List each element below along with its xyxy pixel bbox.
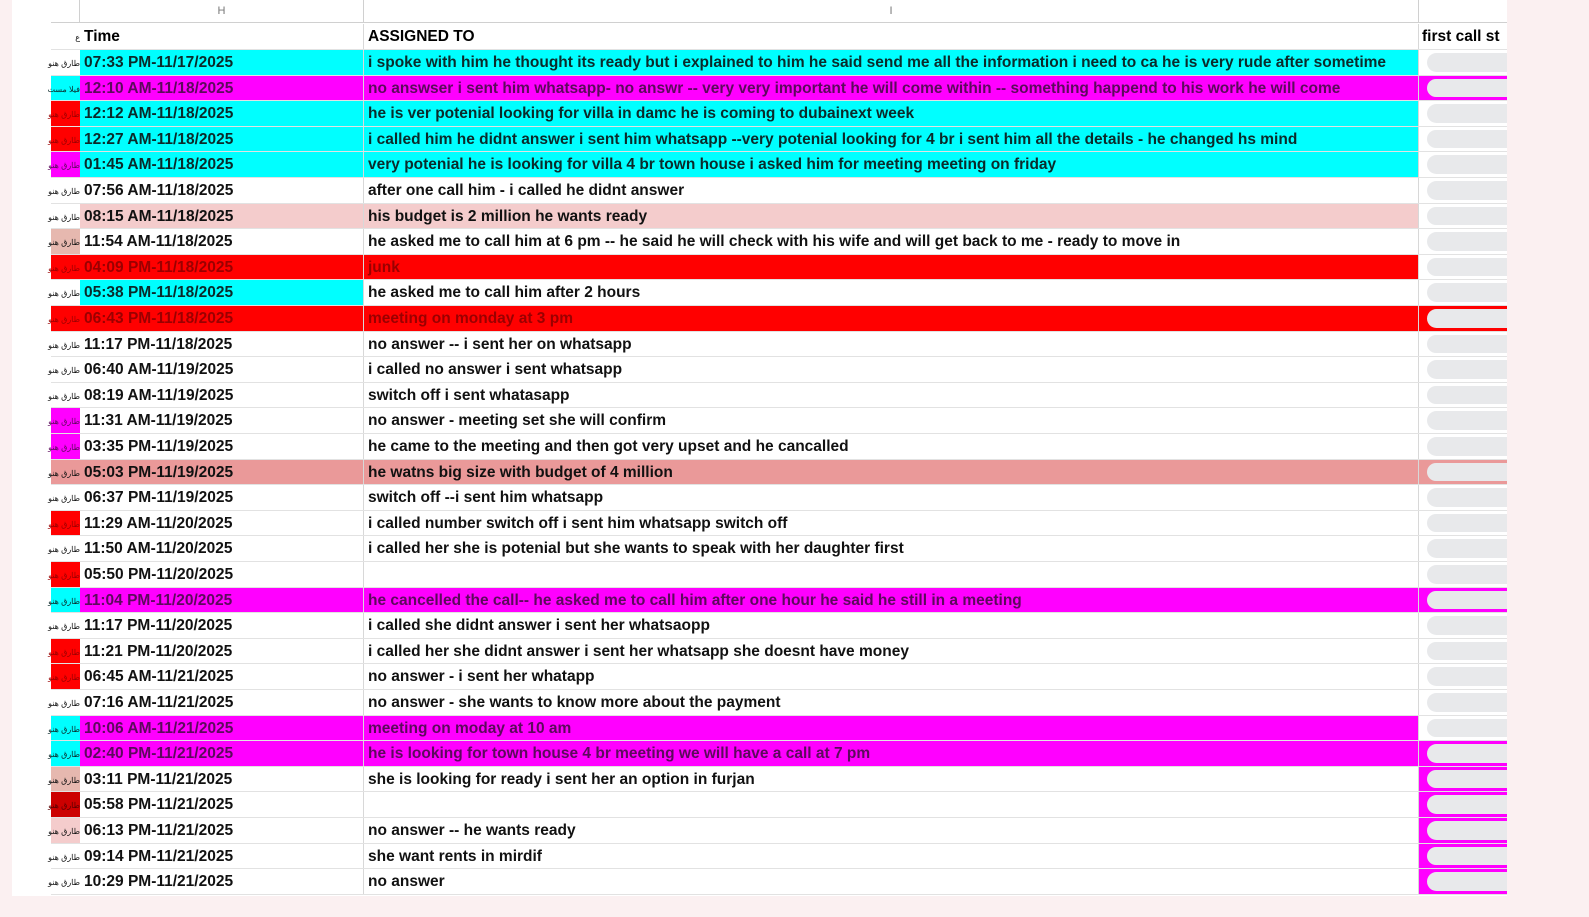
status-dropdown-chip[interactable]	[1427, 514, 1507, 533]
table-row	[48, 562, 1507, 588]
name-cell[interactable]: طارق هنو	[51, 408, 80, 433]
time-cell[interactable]: 07:33 PM-11/17/2025	[80, 50, 364, 75]
assigned-to-cell[interactable]: he is looking for town house 4 br meeting we will have a call at 7 pm	[364, 741, 1419, 766]
assigned-to-cell[interactable]: i called she didnt answer i sent her whatsaopp	[364, 613, 1419, 638]
name-cell[interactable]: طارق هنو	[51, 792, 80, 817]
status-dropdown-chip[interactable]	[1427, 437, 1507, 456]
assigned-to-cell[interactable]: i called him he didnt answer i sent him whatsapp --very potenial looking for 4 br i sent him all the details - he changed hs mind	[364, 127, 1419, 152]
name-cell[interactable]: طارق هنو	[51, 716, 80, 741]
header-cell-time[interactable]: Time	[80, 24, 364, 49]
name-cell[interactable]: طارق هنو	[51, 639, 80, 664]
table-row	[48, 101, 1507, 127]
time-cell[interactable]: 10:06 AM-11/21/2025	[80, 716, 364, 741]
status-dropdown-chip[interactable]	[1427, 539, 1507, 558]
table-row	[48, 741, 1507, 767]
first-call-status-cell[interactable]	[1419, 76, 1507, 101]
assigned-to-cell[interactable]: no answser i sent him whatsapp- no answr -- very very important he will come within -- something happend to his work he will come	[364, 76, 1419, 101]
table-row	[48, 204, 1507, 230]
first-call-status-cell[interactable]	[1419, 434, 1507, 459]
assigned-to-cell[interactable]: junk	[364, 255, 1419, 280]
assigned-to-cell[interactable]: i called her she is potenial but she wants to speak with her daughter first	[364, 536, 1419, 561]
first-call-status-cell[interactable]	[1419, 178, 1507, 203]
table-row	[48, 511, 1507, 537]
status-dropdown-chip[interactable]	[1427, 744, 1507, 763]
header-cell-prev[interactable]: ع	[75, 33, 80, 42]
name-cell[interactable]: طارق هنو	[51, 588, 80, 613]
table-row	[48, 178, 1507, 204]
status-dropdown-chip[interactable]	[1427, 79, 1507, 98]
name-cell[interactable]: طارق هنو	[51, 664, 80, 689]
first-call-status-cell[interactable]	[1419, 690, 1507, 715]
time-cell[interactable]: 06:43 PM-11/18/2025	[80, 306, 364, 331]
header-cell-assigned-to[interactable]: ASSIGNED TO	[364, 24, 1419, 49]
name-cell[interactable]: طارق هنو	[51, 306, 80, 331]
status-dropdown-chip[interactable]	[1427, 616, 1507, 635]
first-call-status-cell[interactable]	[1419, 844, 1507, 869]
name-cell[interactable]: فيلا مست	[51, 76, 80, 101]
name-cell[interactable]: طارق هنو	[51, 869, 80, 894]
name-cell[interactable]: طارق هنو	[51, 101, 80, 126]
time-cell[interactable]: 11:17 PM-11/18/2025	[80, 332, 364, 357]
time-cell[interactable]: 06:45 AM-11/21/2025	[80, 664, 364, 689]
table-row	[48, 434, 1507, 460]
name-cell[interactable]: طارق هنو	[51, 690, 80, 715]
status-dropdown-chip[interactable]	[1427, 360, 1507, 379]
table-row	[48, 50, 1507, 76]
name-cell[interactable]: طارق هنو	[51, 204, 80, 229]
first-call-status-cell[interactable]	[1419, 306, 1507, 331]
assigned-to-cell[interactable]: after one call him - i called he didnt answer	[364, 178, 1419, 203]
first-call-status-cell[interactable]	[1419, 383, 1507, 408]
time-cell[interactable]: 06:37 PM-11/19/2025	[80, 485, 364, 510]
assigned-to-cell[interactable]	[364, 792, 1419, 817]
column-header-h[interactable]: H	[80, 0, 364, 23]
first-call-status-cell[interactable]	[1419, 50, 1507, 75]
name-cell[interactable]: طارق هنو	[51, 229, 80, 254]
name-cell[interactable]: طارق هنو	[51, 255, 80, 280]
time-cell[interactable]: 08:19 AM-11/19/2025	[80, 383, 364, 408]
first-call-status-cell[interactable]	[1419, 280, 1507, 305]
assigned-to-cell[interactable]: no answer -- he wants ready	[364, 818, 1419, 843]
first-call-status-cell[interactable]	[1419, 229, 1507, 254]
name-cell[interactable]: طارق هنو	[51, 178, 80, 203]
name-cell[interactable]: طارق هنو	[51, 562, 80, 587]
table-row	[48, 280, 1507, 306]
time-cell[interactable]: 12:27 AM-11/18/2025	[80, 127, 364, 152]
assigned-to-cell[interactable]: he asked me to call him at 6 pm -- he said he will check with his wife and will get back to me - ready to move in	[364, 229, 1419, 254]
first-call-status-cell[interactable]	[1419, 357, 1507, 382]
time-cell[interactable]: 03:35 PM-11/19/2025	[80, 434, 364, 459]
time-cell[interactable]: 11:50 AM-11/20/2025	[80, 536, 364, 561]
table-row	[48, 588, 1507, 614]
assigned-to-cell[interactable]: he watns big size with budget of 4 million	[364, 460, 1419, 485]
name-cell[interactable]: طارق هنو	[51, 511, 80, 536]
table-row	[48, 767, 1507, 793]
name-cell[interactable]: طارق هنو	[51, 485, 80, 510]
table-row	[48, 485, 1507, 511]
time-cell[interactable]: 05:58 PM-11/21/2025	[80, 792, 364, 817]
header-row	[51, 24, 1507, 50]
table-row	[48, 460, 1507, 486]
first-call-status-cell[interactable]	[1419, 818, 1507, 843]
name-cell[interactable]: طارق هنو	[51, 280, 80, 305]
status-dropdown-chip[interactable]	[1427, 795, 1507, 814]
assigned-to-cell[interactable]: i called her she didnt answer i sent her whatsapp she doesnt have money	[364, 639, 1419, 664]
status-dropdown-chip[interactable]	[1427, 488, 1507, 507]
name-cell[interactable]: طارق هنو	[51, 50, 80, 75]
status-dropdown-chip[interactable]	[1427, 693, 1507, 712]
assigned-to-cell[interactable]: i spoke with him he thought its ready but i explained to him he said send me all the information i need to ca he is very rude after sometime	[364, 50, 1419, 75]
name-cell[interactable]: طارق هنو	[51, 152, 80, 177]
time-cell[interactable]: 11:29 AM-11/20/2025	[80, 511, 364, 536]
table-row	[48, 408, 1507, 434]
name-cell[interactable]: طارق هنو	[51, 434, 80, 459]
time-cell[interactable]: 05:38 PM-11/18/2025	[80, 280, 364, 305]
assigned-to-cell[interactable]: switch off i sent whatasapp	[364, 383, 1419, 408]
header-cell-first-call-status[interactable]: first call st	[1422, 28, 1500, 45]
time-cell[interactable]: 11:21 PM-11/20/2025	[80, 639, 364, 664]
status-dropdown-chip[interactable]	[1427, 155, 1507, 174]
status-dropdown-chip[interactable]	[1427, 463, 1507, 482]
table-row	[48, 869, 1507, 895]
assigned-to-cell[interactable]: he came to the meeting and then got very upset and he cancalled	[364, 434, 1419, 459]
time-cell[interactable]: 07:56 AM-11/18/2025	[80, 178, 364, 203]
time-cell[interactable]: 05:03 PM-11/19/2025	[80, 460, 364, 485]
column-header-i[interactable]: I	[364, 0, 1419, 23]
assigned-to-cell[interactable]: no answer - meeting set she will confirm	[364, 408, 1419, 433]
first-call-status-cell[interactable]	[1419, 639, 1507, 664]
first-call-status-cell[interactable]	[1419, 101, 1507, 126]
first-call-status-cell[interactable]	[1419, 869, 1507, 894]
first-call-status-cell[interactable]	[1419, 562, 1507, 587]
assigned-to-cell[interactable]: no answer - she wants to know more about the payment	[364, 690, 1419, 715]
assigned-to-cell[interactable]: meeting on monday at 3 pm	[364, 306, 1419, 331]
assigned-to-cell[interactable]: he is ver potenial looking for villa in damc he is coming to dubainext week	[364, 101, 1419, 126]
time-cell[interactable]: 12:10 AM-11/18/2025	[80, 76, 364, 101]
assigned-to-cell[interactable]: i called number switch off i sent him whatsapp switch off	[364, 511, 1419, 536]
status-dropdown-chip[interactable]	[1427, 642, 1507, 661]
first-call-status-cell[interactable]	[1419, 332, 1507, 357]
status-dropdown-chip[interactable]	[1427, 53, 1507, 72]
status-dropdown-chip[interactable]	[1427, 207, 1507, 226]
first-call-status-cell[interactable]	[1419, 127, 1507, 152]
name-cell[interactable]: طارق هنو	[51, 536, 80, 561]
name-cell[interactable]: طارق هنو	[51, 460, 80, 485]
time-cell[interactable]: 11:17 PM-11/20/2025	[80, 613, 364, 638]
name-cell[interactable]: طارق هنو	[51, 332, 80, 357]
assigned-to-cell[interactable]: his budget is 2 million he wants ready	[364, 204, 1419, 229]
first-call-status-cell[interactable]	[1419, 460, 1507, 485]
table-row	[48, 818, 1507, 844]
assigned-to-cell[interactable]: she is looking for ready i sent her an option in furjan	[364, 767, 1419, 792]
assigned-to-cell[interactable]: he asked me to call him after 2 hours	[364, 280, 1419, 305]
name-cell[interactable]: طارق هنو	[51, 844, 80, 869]
status-dropdown-chip[interactable]	[1427, 386, 1507, 405]
status-dropdown-chip[interactable]	[1427, 719, 1507, 738]
name-cell[interactable]: طارق هنو	[51, 818, 80, 843]
time-cell[interactable]: 11:54 AM-11/18/2025	[80, 229, 364, 254]
time-cell[interactable]: 01:45 AM-11/18/2025	[80, 152, 364, 177]
first-call-status-cell[interactable]	[1419, 536, 1507, 561]
table-row	[48, 152, 1507, 178]
first-call-status-cell[interactable]	[1419, 767, 1507, 792]
first-call-status-cell[interactable]	[1419, 408, 1507, 433]
status-dropdown-chip[interactable]	[1427, 104, 1507, 123]
status-dropdown-chip[interactable]	[1427, 565, 1507, 584]
time-cell[interactable]: 05:50 PM-11/20/2025	[80, 562, 364, 587]
table-row	[48, 255, 1507, 281]
table-row	[48, 332, 1507, 358]
assigned-to-cell[interactable]: switch off --i sent him whatsapp	[364, 485, 1419, 510]
time-cell[interactable]: 08:15 AM-11/18/2025	[80, 204, 364, 229]
first-call-status-cell[interactable]	[1419, 511, 1507, 536]
status-dropdown-chip[interactable]	[1427, 667, 1507, 686]
time-cell[interactable]: 12:12 AM-11/18/2025	[80, 101, 364, 126]
name-cell[interactable]: طارق هنو	[51, 767, 80, 792]
time-cell[interactable]: 04:09 PM-11/18/2025	[80, 255, 364, 280]
assigned-to-cell[interactable]	[364, 562, 1419, 587]
column-header-j[interactable]	[1419, 0, 1507, 23]
table-row	[48, 613, 1507, 639]
status-dropdown-chip[interactable]	[1427, 309, 1507, 328]
column-header-prev[interactable]	[51, 0, 80, 23]
time-cell[interactable]: 06:13 PM-11/21/2025	[80, 818, 364, 843]
time-cell[interactable]: 09:14 PM-11/21/2025	[80, 844, 364, 869]
status-dropdown-chip[interactable]	[1427, 411, 1507, 430]
status-dropdown-chip[interactable]	[1427, 232, 1507, 251]
time-cell[interactable]: 03:11 PM-11/21/2025	[80, 767, 364, 792]
first-call-status-cell[interactable]	[1419, 613, 1507, 638]
table-row	[48, 229, 1507, 255]
first-call-status-cell[interactable]	[1419, 741, 1507, 766]
name-cell[interactable]: طارق هنو	[51, 357, 80, 382]
status-dropdown-chip[interactable]	[1427, 821, 1507, 840]
assigned-to-cell[interactable]: meeting on moday at 10 am	[364, 716, 1419, 741]
assigned-to-cell[interactable]: no answer -- i sent her on whatsapp	[364, 332, 1419, 357]
name-cell[interactable]: طارق هنو	[51, 741, 80, 766]
first-call-status-cell[interactable]	[1419, 588, 1507, 613]
assigned-to-cell[interactable]: very potenial he is looking for villa 4 br town house i asked him for meeting meeting on friday	[364, 152, 1419, 177]
table-row	[48, 690, 1507, 716]
table-row	[48, 383, 1507, 409]
table-row	[48, 536, 1507, 562]
status-dropdown-chip[interactable]	[1427, 181, 1507, 200]
first-call-status-cell[interactable]	[1419, 204, 1507, 229]
first-call-status-cell[interactable]	[1419, 152, 1507, 177]
name-cell[interactable]: طارق هنو	[51, 613, 80, 638]
assigned-to-cell[interactable]: i called no answer i sent whatsapp	[364, 357, 1419, 382]
time-cell[interactable]: 11:04 PM-11/20/2025	[80, 588, 364, 613]
status-dropdown-chip[interactable]	[1427, 872, 1507, 891]
first-call-status-cell[interactable]	[1419, 255, 1507, 280]
first-call-status-cell[interactable]	[1419, 716, 1507, 741]
first-call-status-cell[interactable]	[1419, 664, 1507, 689]
spreadsheet-grid	[12, 0, 1507, 896]
status-dropdown-chip[interactable]	[1427, 591, 1507, 610]
table-row	[48, 127, 1507, 153]
table-row	[47, 76, 1507, 102]
table-row	[48, 306, 1507, 332]
table-row	[48, 716, 1507, 742]
time-cell[interactable]: 06:40 AM-11/19/2025	[80, 357, 364, 382]
time-cell[interactable]: 02:40 PM-11/21/2025	[80, 741, 364, 766]
name-cell[interactable]: طارق هنو	[51, 383, 80, 408]
first-call-status-cell[interactable]	[1419, 792, 1507, 817]
time-cell[interactable]: 10:29 PM-11/21/2025	[80, 869, 364, 894]
status-dropdown-chip[interactable]	[1427, 770, 1507, 789]
first-call-status-cell[interactable]	[1419, 485, 1507, 510]
assigned-to-cell[interactable]: no answer	[364, 869, 1419, 894]
status-dropdown-chip[interactable]	[1427, 258, 1507, 277]
assigned-to-cell[interactable]: he cancelled the call-- he asked me to call him after one hour he said he still in a meeting	[364, 588, 1419, 613]
status-dropdown-chip[interactable]	[1427, 335, 1507, 354]
time-cell[interactable]: 07:16 AM-11/21/2025	[80, 690, 364, 715]
status-dropdown-chip[interactable]	[1427, 130, 1507, 149]
table-row	[48, 664, 1507, 690]
table-row	[48, 792, 1507, 818]
status-dropdown-chip[interactable]	[1427, 283, 1507, 302]
name-cell[interactable]: طارق هنو	[51, 127, 80, 152]
time-cell[interactable]: 11:31 AM-11/19/2025	[80, 408, 364, 433]
table-row	[48, 357, 1507, 383]
table-row	[48, 844, 1507, 870]
assigned-to-cell[interactable]: no answer - i sent her whatapp	[364, 664, 1419, 689]
table-row	[48, 639, 1507, 665]
status-dropdown-chip[interactable]	[1427, 847, 1507, 866]
assigned-to-cell[interactable]: she want rents in mirdif	[364, 844, 1419, 869]
